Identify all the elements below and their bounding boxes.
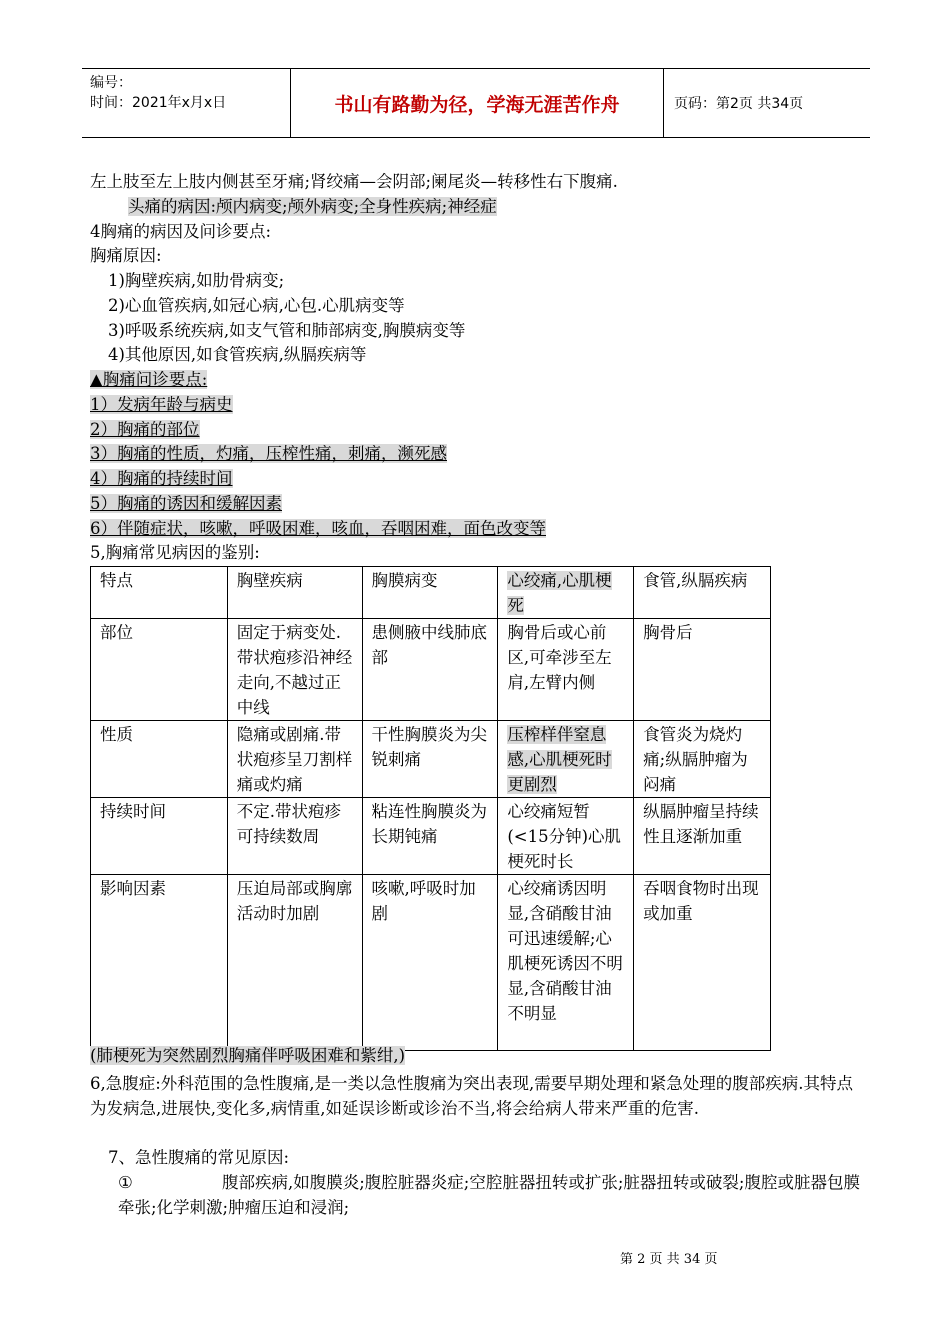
chest-pain-heading: 4胸痛的病因及问诊要点: [90, 222, 272, 241]
table-cell: 心绞痛短暂(<15分钟)心肌梗死时长 [498, 798, 634, 875]
page-footer: 第 2 页 共 34 页 [620, 1252, 718, 1267]
motto: 书山有路勤为径，学海无涯苦作舟 [291, 69, 664, 137]
acute-abdomen-paragraph: 6,急腹症:外科范围的急性腹痛,是一类以急性腹痛为突出表现,需要早期处理和紧急处理的腹部疾病.其特点为发病急,进展快,变化多,病情重,如延误诊断或诊治不当,将会给病人带来严重的危害. [90, 1074, 854, 1118]
cause-item: 3)呼吸系统疾病,如支气管和肺部病变,胸膜病变等 [108, 321, 466, 340]
table-cell: 压迫局部或胸廓活动时加剧 [227, 875, 362, 1051]
header-cell: 胸膜病变 [362, 567, 498, 619]
table-cell: 影响因素 [91, 875, 228, 1051]
table-row [91, 721, 771, 798]
cause-paragraph [118, 1170, 862, 1220]
infarction-note: (肺梗死为突然剧烈胸痛伴呼吸困难和紫绀,) [90, 1046, 406, 1065]
table-header-row [91, 567, 771, 619]
inquiry-item: 2）胸痛的部位 [90, 420, 200, 439]
chest-pain-causes-label: 胸痛原因: [90, 246, 162, 265]
circled-number: ① [118, 1173, 133, 1192]
inquiry-item: 4）胸痛的持续时间 [90, 469, 233, 488]
table-cell: 干性胸膜炎为尖锐刺痛 [362, 721, 498, 798]
table-row [91, 798, 771, 875]
table-heading: 5,胸痛常见病因的鉴别: [90, 543, 260, 562]
table-cell: 胸骨后 [634, 619, 771, 721]
table-cell: 持续时间 [91, 798, 228, 875]
time-label: 时间：2021年x月x日 [90, 95, 227, 111]
cause-text: 腹部疾病,如腹膜炎;腹腔脏器炎症;空腔脏器扭转或扩张;脏器扭转或破裂;腹腔或脏器包膜牵张;化学刺激;肿瘤压迫和浸润; [118, 1173, 860, 1217]
text-line: 左上肢至左上肢内侧甚至牙痛;肾绞痛—会阴部;阑尾炎—转移性右下腹痛. [90, 172, 618, 191]
header-cell: 食管,纵膈疾病 [634, 567, 771, 619]
cause-item: 2)心血管疾病,如冠心病,心包.心肌病变等 [108, 296, 405, 315]
page-label: 页码：第2页 共34页 [674, 96, 804, 112]
table-cell: 吞咽食物时出现或加重 [634, 875, 771, 1051]
table-cell: 性质 [91, 721, 228, 798]
header-meta [82, 69, 291, 137]
header-cell: 胸壁疾病 [227, 567, 362, 619]
inquiry-item: 6）伴随症状，咳嗽，呼吸困难，咳血，吞咽困难，面色改变等 [90, 519, 546, 538]
inquiry-item: 5）胸痛的诱因和缓解因素 [90, 494, 282, 513]
table-cell: 固定于病变处.带状疱疹沿神经走向,不越过正中线 [227, 619, 362, 721]
table-cell: 压榨样伴窒息感,心肌梗死时更剧烈 [498, 721, 634, 798]
headache-causes: 头痛的病因:颅内病变;颅外病变;全身性疾病;神经症 [128, 197, 497, 216]
header-cell: 特点 [91, 567, 228, 619]
number-label: 编号： [90, 75, 132, 91]
inquiry-heading: ▲胸痛问诊要点: [90, 370, 208, 389]
table-row [91, 875, 771, 1051]
table-row [91, 619, 771, 721]
differential-table [90, 566, 771, 1051]
header-cell: 心绞痛,心肌梗死 [498, 567, 634, 619]
inquiry-item: 3）胸痛的性质，灼痛，压榨性痛，刺痛，濒死感 [90, 444, 447, 463]
table-cell: 食管炎为烧灼痛;纵膈肿瘤为闷痛 [634, 721, 771, 798]
table-cell: 胸骨后或心前区,可牵涉至左肩,左臂内侧 [498, 619, 634, 721]
table-cell: 隐痛或剧痛.带状疱疹呈刀割样痛或灼痛 [227, 721, 362, 798]
table-cell: 咳嗽,呼吸时加剧 [362, 875, 498, 1051]
inquiry-item: 1）发病年龄与病史 [90, 395, 233, 414]
table-cell: 粘连性胸膜炎为长期钝痛 [362, 798, 498, 875]
table-cell: 心绞痛诱因明显,含硝酸甘油可迅速缓解;心肌梗死诱因不明显,含硝酸甘油不明显 [498, 875, 634, 1051]
table-cell: 不定.带状疱疹可持续数周 [227, 798, 362, 875]
page-header [82, 68, 870, 138]
table-cell: 患侧腋中线肺底部 [362, 619, 498, 721]
table-cell: 纵膈肿瘤呈持续性且逐渐加重 [634, 798, 771, 875]
cause-item: 1)胸壁疾病,如肋骨病变; [108, 271, 285, 290]
acute-pain-causes-heading: 7、急性腹痛的常见原因: [108, 1148, 290, 1167]
cause-item: 4)其他原因,如食管疾病,纵膈疾病等 [108, 345, 367, 364]
table-cell: 部位 [91, 619, 228, 721]
